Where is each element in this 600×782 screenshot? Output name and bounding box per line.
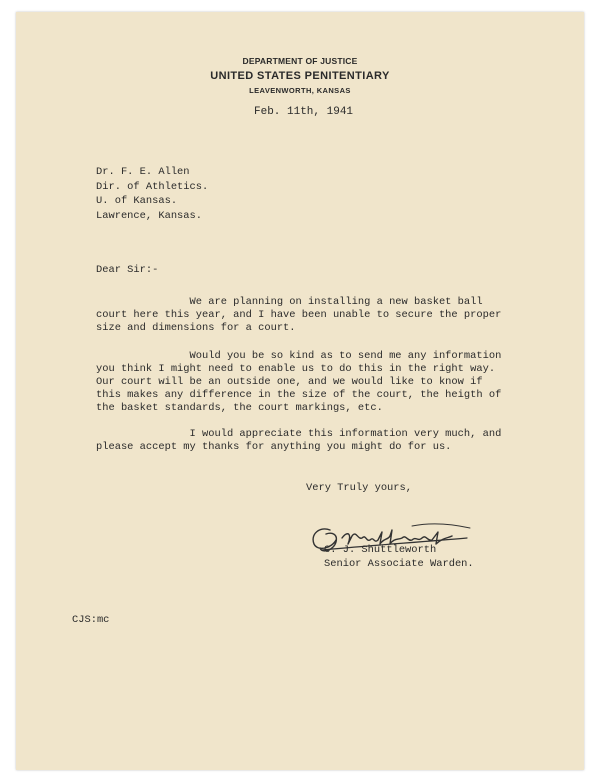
body-line: the basket standards, the court markings, etc. bbox=[96, 402, 383, 414]
body-line: please accept my thanks for anything you might do for us. bbox=[96, 441, 452, 453]
signature-block bbox=[324, 543, 474, 571]
recipient-organization: U. of Kansas. bbox=[96, 195, 178, 207]
body-paragraph-2 bbox=[96, 350, 501, 415]
letterhead-institution: UNITED STATES PENITENTIARY bbox=[210, 70, 390, 82]
body-line: this makes any difference in the size of the court, the heigth of bbox=[96, 389, 502, 401]
body-line: We are planning on installing a new basket ball bbox=[96, 296, 483, 308]
body-paragraph-1 bbox=[96, 296, 501, 335]
body-line: size and dimensions for a court. bbox=[96, 322, 296, 334]
body-line: Our court will be an outside one, and we would like to know if bbox=[96, 376, 483, 388]
recipient-address bbox=[96, 165, 208, 223]
body-line: court here this year, and I have been unable to secure the proper bbox=[96, 309, 502, 321]
letterhead-department: DEPARTMENT OF JUSTICE bbox=[242, 56, 358, 66]
salutation: Dear Sir:- bbox=[96, 264, 159, 276]
body-line: you think I might need to enable us to do this in the right way. bbox=[96, 363, 496, 375]
signer-title: Senior Associate Warden. bbox=[324, 558, 474, 570]
reference-initials: CJS:mc bbox=[72, 614, 110, 626]
letter-sheet bbox=[16, 12, 584, 770]
recipient-city: Lawrence, Kansas. bbox=[96, 209, 203, 222]
closing: Very Truly yours, bbox=[306, 482, 413, 494]
signer-name: C. J. Shuttleworth bbox=[324, 544, 437, 556]
body-line: Would you be so kind as to send me any information bbox=[96, 350, 502, 362]
recipient-title: Dir. of Athletics. bbox=[96, 180, 209, 193]
body-line: I would appreciate this information very much, and bbox=[96, 428, 502, 440]
body-paragraph-3 bbox=[96, 428, 501, 454]
letterhead-location: LEAVENWORTH, KANSAS bbox=[249, 86, 351, 95]
letter-date: Feb. 11th, 1941 bbox=[254, 106, 354, 118]
recipient-name: Dr. F. E. Allen bbox=[96, 166, 190, 178]
